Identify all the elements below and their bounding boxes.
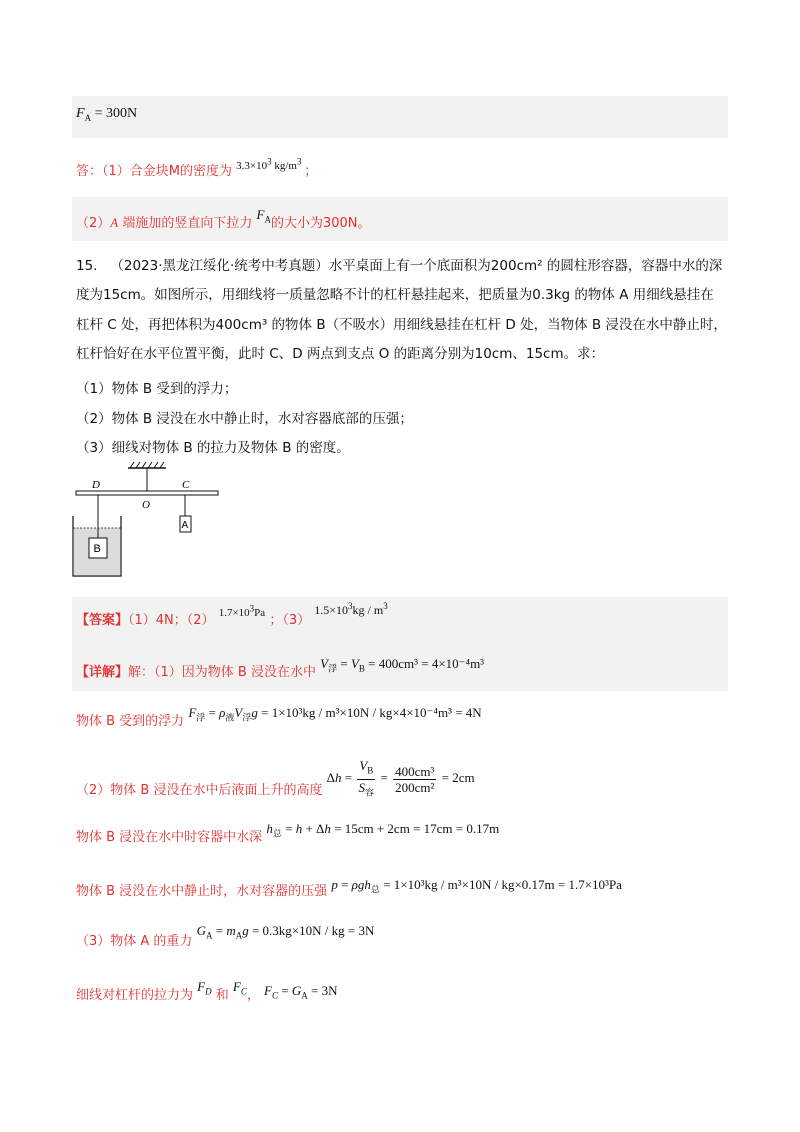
problem-line-2: 度为15cm。如图所示，用细线将一质量忽略不计的杠杆悬挂起来，把质量为0.3kg 的物体 A 用细线悬挂在 bbox=[76, 287, 714, 303]
problem-line-4: 杠杆恰好在水平位置平衡，此时 C、D 两点到支点 O 的距离分别为10cm、15cm。求： bbox=[76, 346, 605, 362]
problem-line-3: 杠杆 C 处，再把体积为400cm³ 的物体 B（不吸水）用细线悬挂在杠杆 D 处，当物体 B 浸没在水中静止时， bbox=[76, 317, 727, 333]
solution-step-4: 物体 B 浸没在水中静止时，水对容器的压强 p = ρgh$_总$ = 1×10³kg / m³×10N / kg×0.17m = 1.7×10³Pa bbox=[76, 877, 622, 899]
label-o: O bbox=[142, 499, 150, 511]
solution-step-1: 物体 B 受到的浮力 $F_浮 = \rho_液V_浮g = 1\times 10^3kg / m^3\times 10N / kg\times 4\times 10^{-4}m^3 = 4N$ bbox=[76, 705, 482, 729]
question-2: （2）物体 B 浸没在水中静止时，水对容器底部的压强； bbox=[76, 411, 413, 427]
label-c: C bbox=[182, 479, 190, 491]
question-3: （3）细线对物体 B 的拉力及物体 B 的密度。 bbox=[76, 440, 350, 456]
fa-result: $F_A = 300N$ bbox=[76, 106, 138, 123]
lever-diagram bbox=[66, 458, 226, 580]
question-1: （1）物体 B 受到的浮力； bbox=[76, 381, 238, 397]
label-b: B bbox=[93, 543, 101, 555]
solution-step-6: 细线对杠杆的拉力为 $F_D$ 和 $F_C$， $F_C = G_A = 3N$ bbox=[76, 979, 338, 1003]
label-d: D bbox=[92, 479, 100, 491]
previous-solution-block bbox=[72, 96, 728, 138]
solution-step-3: 物体 B 浸没在水中时容器中水深 $h_总 = h + \Delta h = 15cm + 2cm = 17cm = 0.17m$ bbox=[76, 821, 500, 845]
lever-bar bbox=[76, 491, 218, 495]
solution-step-2: （2）物体 B 浸没在水中后液面上升的高度 Δh = $\frac{V_B}{S_容}$ = $\frac{\text{400cm³}}{\text{200cm²}}$ = 2cm bbox=[76, 758, 475, 799]
answer-line-2: （2）A 端施加的竖直向下拉力 $F_A$的大小为300N。 bbox=[76, 207, 371, 231]
label-a: A bbox=[181, 520, 189, 531]
solution-step-5: （3）物体 A 的重力 $G_A = m_Ag = 0.3kg\times 10N$ / kg = 3N bbox=[76, 923, 375, 949]
answer-line-1: 答：（1）合金块M的密度为 $^{3.3\times 10^3 kg/m^3}$ ； bbox=[76, 156, 318, 179]
problem-line-1: 15. （2023·黑龙江绥化·统考中考真题）水平桌面上有一个底面积为200cm² 的圆柱形容器，容器中水的深 bbox=[76, 258, 723, 274]
detail-line: 【详解】解：（1）因为物体 B 浸没在水中 $V_浮 = V_B = 400cm^3 = 4\times 10^{-4}m^3$ bbox=[76, 656, 485, 680]
answer-key-line: 【答案】（1）4N；（2） $^{1.7\times 10^3Pa}$ ；（3） $1.5\times 10^3kg / m^3$ bbox=[76, 601, 388, 628]
